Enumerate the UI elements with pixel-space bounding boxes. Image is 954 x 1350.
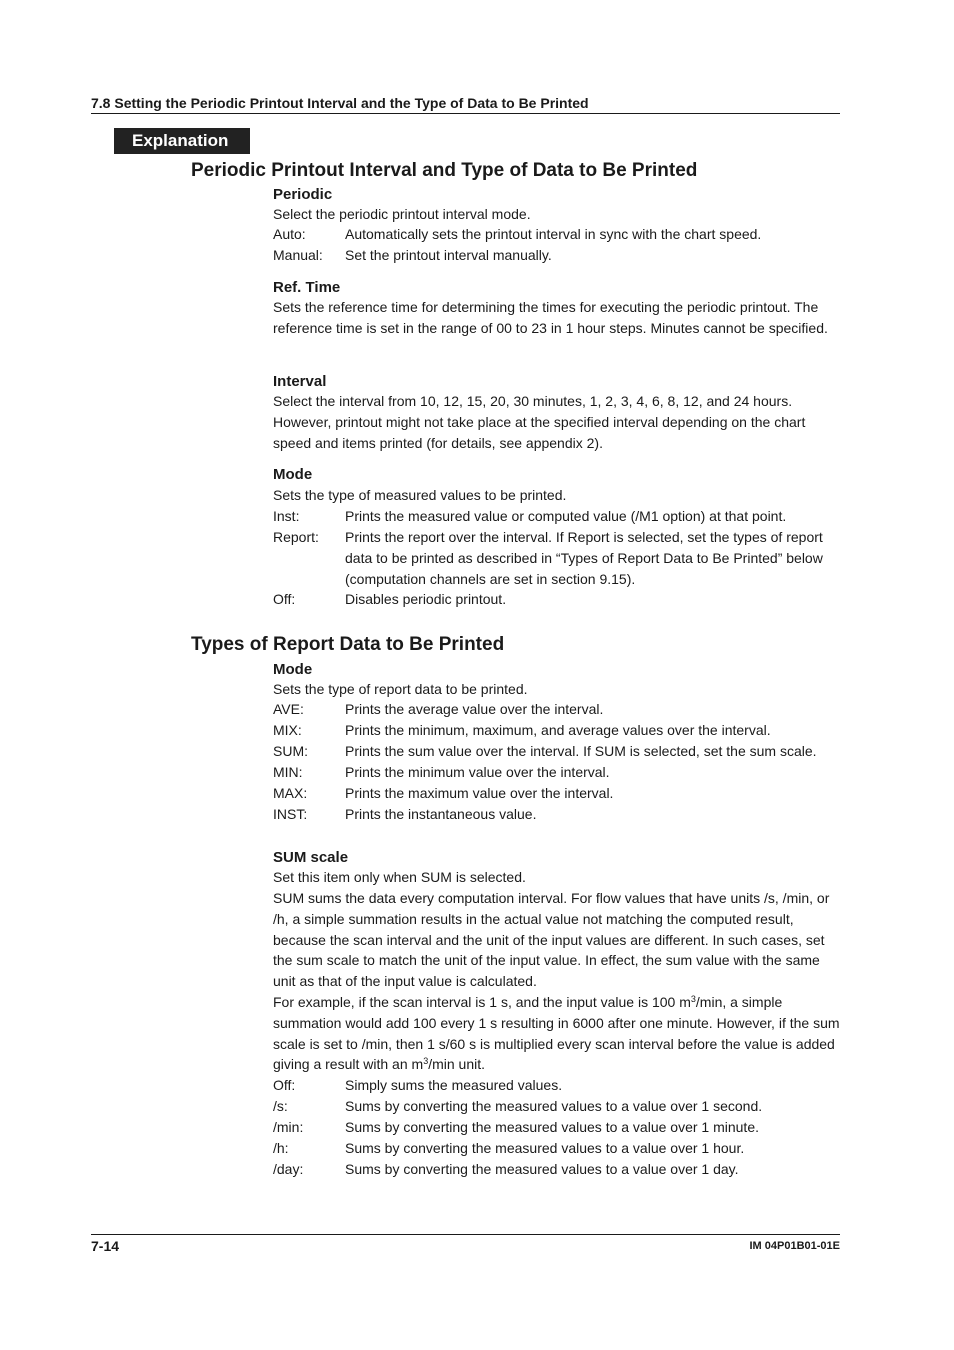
interval-text: Select the interval from 10, 12, 15, 20, 30 minutes, 1, 2, 3, 4, 6, 8, 12, and 24 hours. However, printout might not take place at the specified interval depending on the chart speed and items printed (for details, see appendix 2). — [273, 393, 806, 451]
term-ave: AVE: — [273, 701, 304, 717]
desc-inst-report: Prints the instantaneous value. — [345, 806, 537, 822]
desc-auto: Automatically sets the printout interval in sync with the chart speed. — [345, 226, 762, 242]
term-min: MIN: — [273, 764, 303, 780]
term-max: MAX: — [273, 785, 308, 801]
footer-rule — [91, 1234, 840, 1235]
term-sum-off: Off: — [273, 1077, 296, 1093]
term-inst-report: INST: — [273, 806, 308, 822]
term-per-day: /day: — [273, 1161, 304, 1177]
page-number: 7-14 — [91, 1238, 120, 1254]
desc-inst: Prints the measured value or computed value (/M1 option) at that point. — [345, 508, 787, 524]
cubic-superscript: 3 — [690, 994, 696, 1004]
term-sum: SUM: — [273, 743, 308, 759]
desc-mix: Prints the minimum, maximum, and average values over the interval. — [345, 722, 771, 738]
term-report: Report: — [273, 529, 319, 545]
periodic-intro: Select the periodic printout interval mode. — [273, 206, 531, 222]
heading-periodic: Periodic — [273, 186, 333, 203]
desc-min: Prints the minimum value over the interval. — [345, 764, 610, 780]
desc-per-hour: Sums by converting the measured values to a value over 1 hour. — [345, 1140, 745, 1156]
heading-interval: Interval — [273, 373, 327, 390]
example-text-a: For example, if the scan interval is 1 s, and the input value is 100 m — [273, 994, 691, 1010]
desc-manual: Set the printout interval manually. — [345, 247, 552, 263]
example-text-c: /min unit. — [428, 1056, 486, 1073]
desc-sum: Prints the sum value over the interval. If SUM is selected, set the sum scale. — [345, 743, 817, 759]
heading-report-mode: Mode — [273, 661, 313, 678]
section-title-periodic-printout: Periodic Printout Interval and Type of Data to Be Printed — [191, 160, 698, 181]
sum-scale-intro: Set this item only when SUM is selected. — [273, 869, 526, 885]
term-per-minute: /min: — [273, 1119, 304, 1135]
running-header: 7.8 Setting the Periodic Printout Interval and the Type of Data to Be Printed — [91, 95, 589, 111]
heading-mode: Mode — [273, 466, 313, 483]
document-id: IM 04P01B01-01E — [749, 1240, 840, 1252]
desc-per-day: Sums by converting the measured values to a value over 1 day. — [345, 1161, 739, 1177]
header-rule — [91, 113, 840, 114]
desc-per-minute: Sums by converting the measured values to a value over 1 minute. — [345, 1119, 759, 1135]
term-off: Off: — [273, 591, 296, 607]
desc-max: Prints the maximum value over the interval. — [345, 785, 614, 801]
desc-sum-off: Simply sums the measured values. — [345, 1077, 563, 1093]
section-title-report-data: Types of Report Data to Be Printed — [191, 634, 505, 655]
mode-intro: Sets the type of measured values to be printed. — [273, 487, 567, 503]
desc-off: Disables periodic printout. — [345, 591, 507, 607]
term-manual: Manual: — [273, 247, 323, 263]
report-mode-intro: Sets the type of report data to be printed. — [273, 681, 528, 697]
ref-time-text: Sets the reference time for determining the times for executing the periodic printout. The reference time is set in the range of 00 to 23 in 1 hour steps. Minutes cannot be specified. — [273, 299, 828, 336]
term-per-second: /s: — [273, 1098, 288, 1114]
term-mix: MIX: — [273, 722, 302, 738]
term-inst: Inst: — [273, 508, 300, 524]
term-per-hour: /h: — [273, 1140, 289, 1156]
sum-scale-explanation: SUM sums the data every computation interval. For flow values that have units /s, /min, or /h, a simple summation results in the actual value not matching the computed result, because the scan interval and the unit of the input values are different. In such cases, set the sum scale to match the unit of the input value. In effect, the sum value with the same unit as that of the input value is calculated. — [273, 890, 830, 990]
sum-scale-example — [273, 992, 843, 1075]
desc-report: Prints the report over the interval. If Report is selected, set the types of report data to be printed as described in “Types of Report Data to Be Printed” below (computation channels are set in section 9.15). — [345, 529, 823, 587]
cubic-superscript: 3 — [423, 1056, 429, 1067]
desc-ave: Prints the average value over the interval. — [345, 701, 604, 717]
desc-per-second: Sums by converting the measured values to a value over 1 second. — [345, 1098, 763, 1114]
example-text-b: /min, a simple summation would add 100 every 1 s resulting in 6000 after one minute. However, if the sum scale is set to /min, then 1 s/60 s is multiplied every scan interval before the value is added giving a result with an m — [273, 994, 840, 1073]
explanation-tab: Explanation — [114, 128, 250, 154]
heading-sum-scale: SUM scale — [273, 849, 349, 866]
heading-ref-time: Ref. Time — [273, 279, 341, 296]
term-auto: Auto: — [273, 226, 306, 242]
